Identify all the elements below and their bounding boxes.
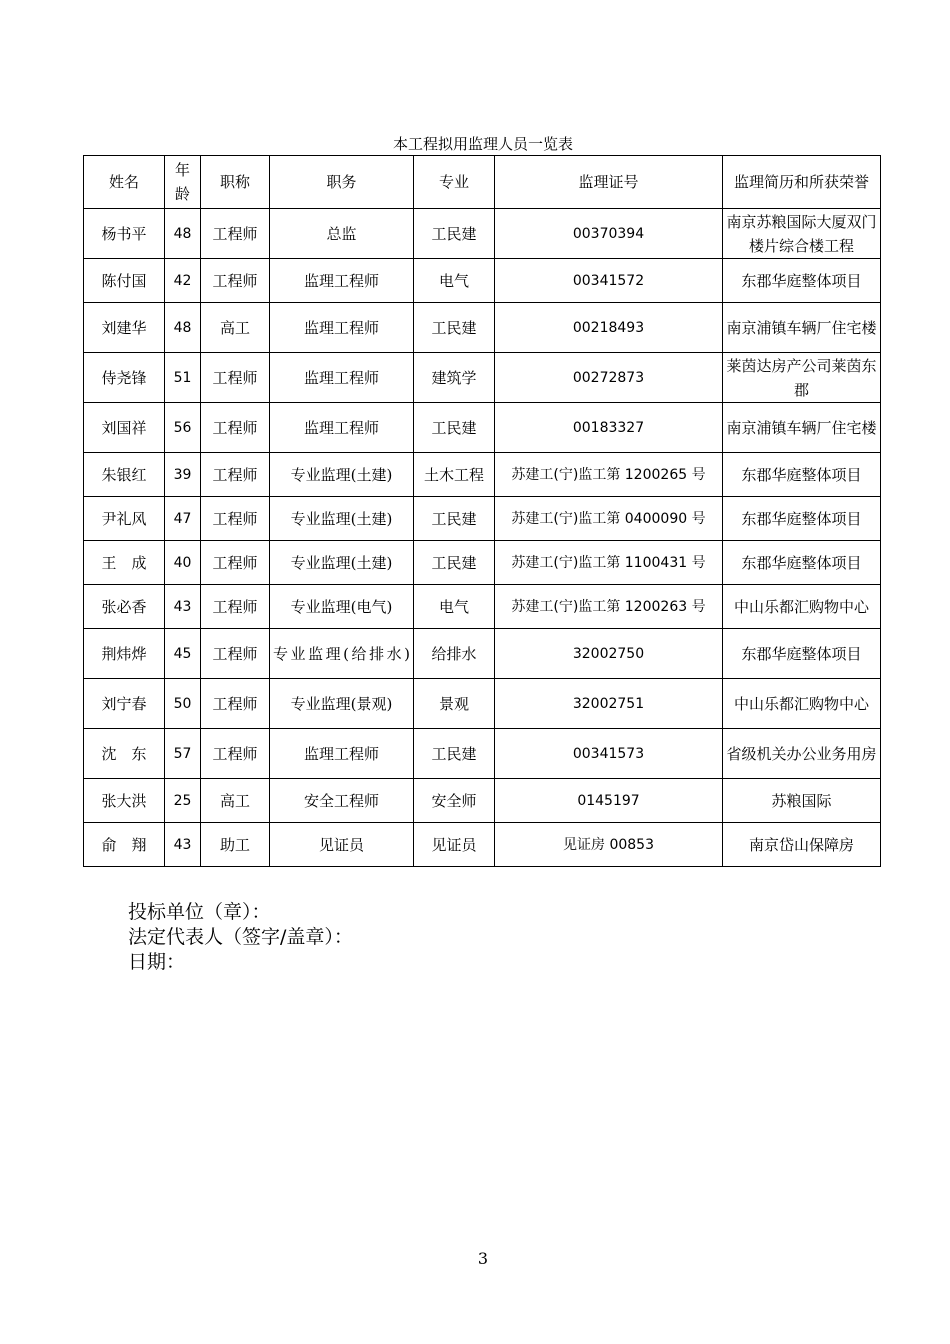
- cell-experience: 苏粮国际: [723, 779, 881, 823]
- cell-cert: 苏建工(宁)监工第 1200265 号: [495, 453, 723, 497]
- cell-major: 工民建: [414, 497, 495, 541]
- header-row: [84, 156, 881, 209]
- cell-role: 专业监理(土建): [270, 497, 414, 541]
- cell-title: 工程师: [201, 629, 270, 679]
- cell-cert: 苏建工(宁)监工第 1200263 号: [495, 585, 723, 629]
- header-title: 职称: [201, 156, 270, 209]
- cell-age: 45: [165, 629, 201, 679]
- signature-block: [128, 900, 353, 975]
- cell-name: 尹礼风: [84, 497, 165, 541]
- cell-name: 王 成: [84, 541, 165, 585]
- cell-cert: 苏建工(宁)监工第 1100431 号: [495, 541, 723, 585]
- cell-cert: 0145197: [495, 779, 723, 823]
- cell-title: 工程师: [201, 679, 270, 729]
- cell-age: 48: [165, 303, 201, 353]
- cell-major: 建筑学: [414, 353, 495, 403]
- cell-major: 工民建: [414, 209, 495, 259]
- table-row: [84, 585, 881, 629]
- header-name: 姓名: [84, 156, 165, 209]
- cell-name: 俞 翔: [84, 823, 165, 867]
- cell-name: 侍尧锋: [84, 353, 165, 403]
- table-row: [84, 403, 881, 453]
- cell-name: 刘宁春: [84, 679, 165, 729]
- cell-role: 监理工程师: [270, 259, 414, 303]
- cell-experience: 东郡华庭整体项目: [723, 541, 881, 585]
- table-body: [84, 209, 881, 867]
- cell-cert: 32002750: [495, 629, 723, 679]
- table-row: [84, 779, 881, 823]
- cell-cert: 00183327: [495, 403, 723, 453]
- table-row: [84, 303, 881, 353]
- table-row: [84, 629, 881, 679]
- cell-age: 48: [165, 209, 201, 259]
- cell-name: 刘建华: [84, 303, 165, 353]
- cell-experience: 南京岱山保障房: [723, 823, 881, 867]
- cell-name: 荆炜烨: [84, 629, 165, 679]
- cell-cert: 00341573: [495, 729, 723, 779]
- cell-major: 安全师: [414, 779, 495, 823]
- cell-role: 专业监理(土建): [270, 541, 414, 585]
- cell-title: 助工: [201, 823, 270, 867]
- cell-name: 陈付国: [84, 259, 165, 303]
- cell-name: 朱银红: [84, 453, 165, 497]
- table-row: [84, 497, 881, 541]
- header-experience: 监理简历和所获荣誉: [723, 156, 881, 209]
- cell-major: 工民建: [414, 403, 495, 453]
- cell-title: 高工: [201, 303, 270, 353]
- cell-age: 40: [165, 541, 201, 585]
- cell-major: 工民建: [414, 303, 495, 353]
- cell-experience: 东郡华庭整体项目: [723, 259, 881, 303]
- cell-age: 43: [165, 585, 201, 629]
- cell-role: 见证员: [270, 823, 414, 867]
- table-row: [84, 679, 881, 729]
- cell-experience: 莱茵达房产公司莱茵东郡: [723, 353, 881, 403]
- cell-role: 专业监理(景观): [270, 679, 414, 729]
- cell-cert: 00341572: [495, 259, 723, 303]
- cell-role: 专业监理(给排水): [270, 629, 414, 679]
- cell-experience: 南京苏粮国际大厦双门楼片综合楼工程: [723, 209, 881, 259]
- cell-title: 高工: [201, 779, 270, 823]
- table-row: [84, 259, 881, 303]
- cell-experience: 中山乐都汇购物中心: [723, 679, 881, 729]
- cell-title: 工程师: [201, 403, 270, 453]
- header-major: 专业: [414, 156, 495, 209]
- header-cert: 监理证号: [495, 156, 723, 209]
- cell-role: 安全工程师: [270, 779, 414, 823]
- date-line: 日期：: [128, 951, 186, 973]
- table-row: [84, 541, 881, 585]
- cell-role: 监理工程师: [270, 353, 414, 403]
- cell-title: 工程师: [201, 729, 270, 779]
- cell-experience: 东郡华庭整体项目: [723, 629, 881, 679]
- cell-age: 50: [165, 679, 201, 729]
- cell-major: 工民建: [414, 541, 495, 585]
- cell-name: 张大洪: [84, 779, 165, 823]
- cell-experience: 中山乐都汇购物中心: [723, 585, 881, 629]
- cell-cert: 苏建工(宁)监工第 0400090 号: [495, 497, 723, 541]
- cell-age: 42: [165, 259, 201, 303]
- table-row: [84, 209, 881, 259]
- cell-role: 监理工程师: [270, 303, 414, 353]
- page-number: 3: [477, 1249, 489, 1268]
- cell-title: 工程师: [201, 353, 270, 403]
- cell-major: 土木工程: [414, 453, 495, 497]
- cell-title: 工程师: [201, 585, 270, 629]
- cell-age: 51: [165, 353, 201, 403]
- cell-age: 39: [165, 453, 201, 497]
- cell-name: 杨书平: [84, 209, 165, 259]
- cell-title: 工程师: [201, 209, 270, 259]
- cell-role: 专业监理(土建): [270, 453, 414, 497]
- table-row: [84, 453, 881, 497]
- cell-age: 43: [165, 823, 201, 867]
- table-row: [84, 729, 881, 779]
- cell-name: 沈 东: [84, 729, 165, 779]
- cell-cert: 00370394: [495, 209, 723, 259]
- table-row: [84, 353, 881, 403]
- cell-cert: 00218493: [495, 303, 723, 353]
- cell-experience: 东郡华庭整体项目: [723, 497, 881, 541]
- cell-major: 电气: [414, 259, 495, 303]
- cell-title: 工程师: [201, 259, 270, 303]
- cell-title: 工程师: [201, 453, 270, 497]
- header-role: 职务: [270, 156, 414, 209]
- cell-cert: 见证房 00853: [495, 823, 723, 867]
- cell-experience: 南京浦镇车辆厂住宅楼: [723, 403, 881, 453]
- table-title: 本工程拟用监理人员一览表: [392, 135, 573, 153]
- cell-title: 工程师: [201, 541, 270, 585]
- cell-age: 47: [165, 497, 201, 541]
- cell-major: 景观: [414, 679, 495, 729]
- cell-major: 电气: [414, 585, 495, 629]
- cell-title: 工程师: [201, 497, 270, 541]
- cell-experience: 南京浦镇车辆厂住宅楼: [723, 303, 881, 353]
- cell-name: 刘国祥: [84, 403, 165, 453]
- cell-cert: 00272873: [495, 353, 723, 403]
- header-age: 年龄: [165, 156, 201, 209]
- cell-experience: 东郡华庭整体项目: [723, 453, 881, 497]
- cell-experience: 省级机关办公业务用房: [723, 729, 881, 779]
- staff-table: [83, 155, 881, 867]
- cell-major: 见证员: [414, 823, 495, 867]
- cell-name: 张必香: [84, 585, 165, 629]
- cell-major: 给排水: [414, 629, 495, 679]
- cell-age: 56: [165, 403, 201, 453]
- cell-role: 监理工程师: [270, 403, 414, 453]
- bidder-line: 投标单位（章）：: [128, 901, 271, 923]
- cell-age: 25: [165, 779, 201, 823]
- cell-cert: 32002751: [495, 679, 723, 729]
- cell-age: 57: [165, 729, 201, 779]
- cell-role: 监理工程师: [270, 729, 414, 779]
- cell-major: 工民建: [414, 729, 495, 779]
- table-row: [84, 823, 881, 867]
- cell-role: 专业监理(电气): [270, 585, 414, 629]
- cell-role: 总监: [270, 209, 414, 259]
- legal-rep-line: 法定代表人（签字/盖章）：: [128, 926, 353, 948]
